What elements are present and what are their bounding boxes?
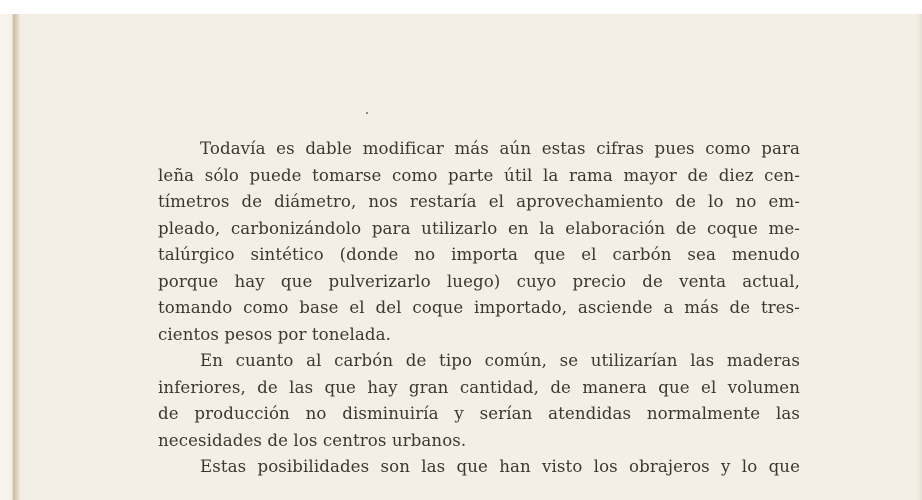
- book-binding-edge: [0, 14, 20, 500]
- page-right-edge: [916, 14, 922, 500]
- text-line: de producción no disminuiría y serían atendidas normalmente las: [158, 404, 800, 423]
- top-margin-strip: [0, 0, 922, 14]
- text-line: tímetros de diámetro, nos restaría el aprovechamiento de lo no em-: [158, 192, 800, 211]
- text-line: necesidades de los centros urbanos.: [158, 430, 467, 450]
- text-line: tomando como base el del coque importado, asciende a más de tres-: [158, 298, 800, 317]
- text-line: pleado, carbonizándolo para utilizarlo en la elaboración de coque me-: [158, 218, 800, 238]
- paragraph: [158, 454, 800, 481]
- text-line: En cuanto al carbón de tipo común, se utilizarían las maderas: [200, 351, 800, 370]
- ink-speck: [366, 112, 368, 114]
- text-line: Estas posibilidades son las que han visto los obrajeros y lo que: [200, 457, 800, 476]
- text-line: leña sólo puede tomarse como parte útil la rama mayor de diez cen-: [158, 165, 800, 185]
- text-line: inferiores, de las que hay gran cantidad, de manera que el volumen: [158, 377, 800, 397]
- text-line: talúrgico sintético (donde no importa que el carbón sea menudo: [158, 245, 800, 264]
- text-line: cientos pesos por tonelada.: [158, 324, 391, 344]
- text-line: Todavía es dable modificar más aún estas cifras pues como para: [200, 139, 800, 158]
- body-text: [158, 136, 800, 481]
- paragraph: [158, 348, 800, 454]
- paragraph: [158, 136, 800, 348]
- text-line: porque hay que pulverizarlo luego) cuyo precio de venta actual,: [158, 271, 800, 291]
